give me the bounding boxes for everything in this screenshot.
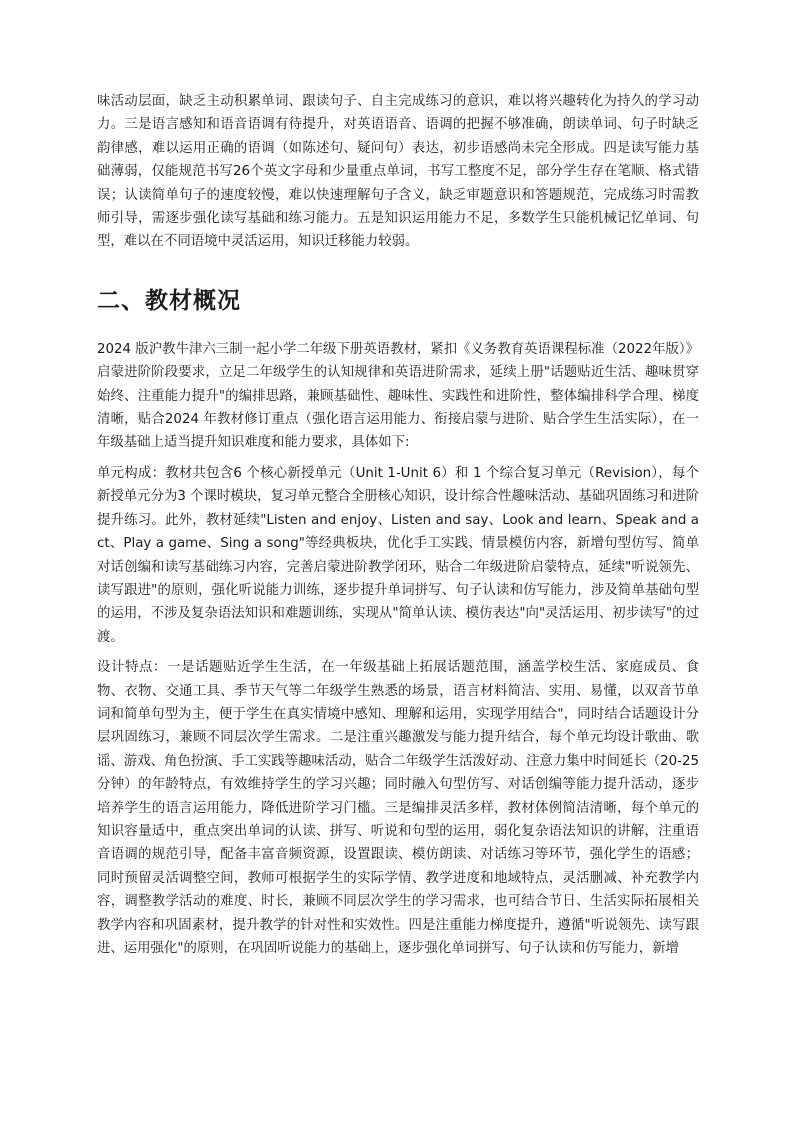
document-page: [97, 90, 699, 960]
overview-paragraph: 2024 版沪教牛津六三制一起小学二年级下册英语教材，紧扣《义务教育英语课程标准（2022年版）》启蒙进阶阶段要求，立足二年级学生的认知规律和英语进阶需求，延续上册"话题贴近生活、趣味贯穿始终、注重能力提升"的编排思路，兼顾基础性、趣味性、实践性和进阶性，整体编排科学合理、梯度清晰，贴合2024 年教材修订重点（强化语言运用能力、衔接启蒙与进阶、贴合学生生活实际），在一年级基础上适当提升知识难度和能力要求，具体如下:: [97, 341, 699, 451]
intro-paragraph: 味活动层面，缺乏主动积累单词、跟读句子、自主完成练习的意识，难以将兴趣转化为持久的学习动力。三是语言感知和语音语调有待提升，对英语语音、语调的把握不够准确，朗读单词、句子时缺乏韵律感，难以运用正确的语调（如陈述句、疑问句）表达，初步语感尚未完全形成。四是读写能力基础薄弱，仅能规范书写26个英文字母和少量重点单词，书写工整度不足，部分学生存在笔顺、格式错误；认读简单句子的速度较慢，难以快速理解句子含义，缺乏审题意识和答题规范，完成练习时需教师引导，需逐步强化读写基础和练习能力。五是知识运用能力不足，多数学生只能机械记忆单词、句型，难以在不同语境中灵活运用，知识迁移能力较弱。: [97, 94, 699, 250]
design-paragraph: 设计特点：一是话题贴近学生生活，在一年级基础上拓展话题范围，涵盖学校生活、家庭成员、食物、衣物、交通工具、季节天气等二年级学生熟悉的场景，语言材料简洁、实用、易懂，以双音节单词和简单句型为主，便于学生在真实情境中感知、理解和运用，实现学用结合"，同时结合话题设计分层巩固练习，兼顾不同层次学生需求。二是注重兴趣激发与能力提升结合，每个单元均设计歌曲、歌谣、游戏、角色扮演、手工实践等趣味活动，贴合二年级学生活泼好动、注意力集中时间延长（20-25 分钟）的年龄特点，有效维持学生的学习兴趣；同时融入句型仿写、对话创编等能力提升活动，逐步培养学生的语言运用能力，降低进阶学习门槛。三是编排灵活多样，教材体例简洁清晰，每个单元的知识容量适中，重点突出单词的认读、拼写、听说和句型的运用，弱化复杂语法知识的讲解，注重语音语调的规范引导，配备丰富音频资源，设置跟读、模仿朗读、对话练习等环节，强化学生的语感；同时预留灵活调整空间，教师可根据学生的实际学情、教学进度和地域特点，灵活删减、补充教学内容，调整教学活动的难度、时长，兼顾不同层次学生的学习需求，也可结合节日、生活实际拓展相关教学内容和巩固素材，提升教学的针对性和实效性。四是注重能力梯度提升，遵循"听说领先、读写跟进、运用强化"的原则，在巩固听说能力的基础上，逐步强化单词拼写、句子认读和仿写能力，新增: [97, 660, 699, 956]
unit-paragraph: 单元构成：教材共包含6 个核心新授单元（Unit 1-Unit 6）和 1 个综合复习单元（Revision），每个新授单元分为3 个课时模块，复习单元整合全册核心知识，设计综合性趣味活动、基础巩固练习和进阶提升练习。此外，教材延续"Listen and enjoy、Listen and say、Look and learn、Speak and act、Play a game、Sing a song"等经典板块，优化手工实践、情景模仿内容，新增句型仿写、简单对话创编和读写基础练习内容，完善启蒙进阶教学闭环，贴合二年级进阶启蒙特点，延续"听说领先、读写跟进"的原则，强化听说能力训练，逐步提升单词拼写、句子认读和仿写能力，涉及简单基础句型的运用，不涉及复杂语法知识和难题训练，实现从"简单认读、模仿表达"向"灵活运用、初步读写"的过渡。: [97, 465, 699, 645]
section-heading: 二、教材概况: [97, 287, 241, 314]
